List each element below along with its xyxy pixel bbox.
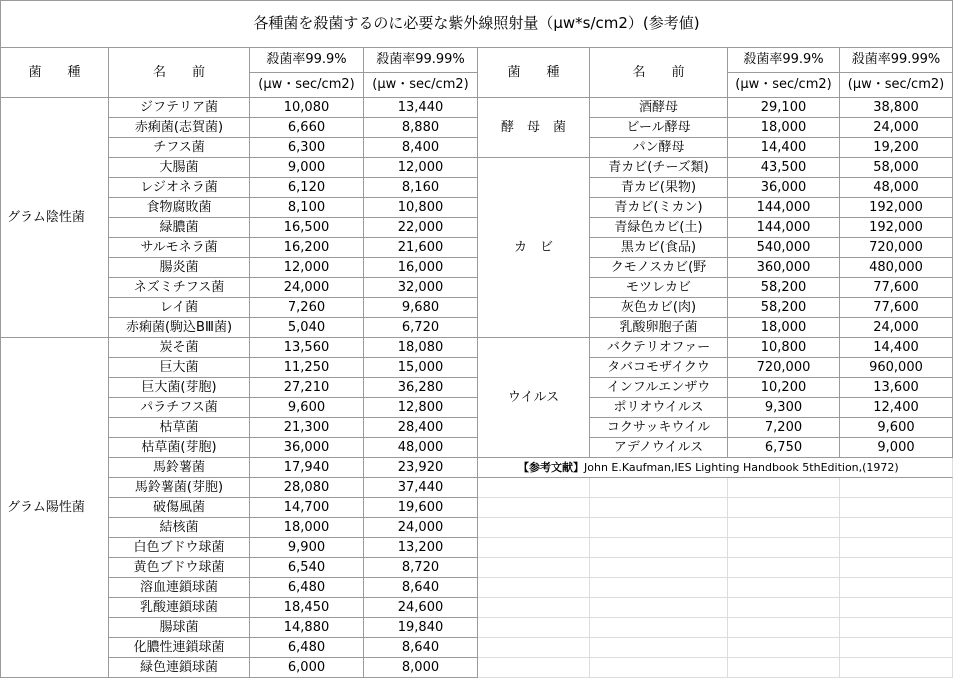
organism-name: 腸球菌 xyxy=(109,618,250,638)
empty-cell xyxy=(478,538,590,558)
dose-999: 10,080 xyxy=(250,98,364,118)
dose-999: 720,000 xyxy=(728,358,840,378)
dose-999: 6,000 xyxy=(250,658,364,678)
dose-999: 360,000 xyxy=(728,258,840,278)
empty-cell xyxy=(590,658,728,678)
empty-cell xyxy=(728,578,840,598)
dose-9999: 192,000 xyxy=(840,198,953,218)
dose-9999: 10,800 xyxy=(364,198,478,218)
dose-9999: 24,000 xyxy=(840,318,953,338)
organism-name: ジフテリア菌 xyxy=(109,98,250,118)
header-kind: 菌 種 xyxy=(0,48,109,98)
organism-name: 巨大菌(芽胞) xyxy=(109,378,250,398)
organism-name: レイ菌 xyxy=(109,298,250,318)
dose-999: 17,940 xyxy=(250,458,364,478)
dose-9999: 18,080 xyxy=(364,338,478,358)
dose-999: 28,080 xyxy=(250,478,364,498)
dose-9999: 480,000 xyxy=(840,258,953,278)
organism-name: パン酵母 xyxy=(590,138,728,158)
empty-cell xyxy=(590,578,728,598)
dose-9999: 12,000 xyxy=(364,158,478,178)
empty-cell xyxy=(840,658,953,678)
page-title: 各種菌を殺菌するのに必要な紫外線照射量（μw*s/cm2）(参考値) xyxy=(0,0,953,48)
organism-name: 黒カビ(食品) xyxy=(590,238,728,258)
organism-name: 枯草菌 xyxy=(109,418,250,438)
header-rate-999: 殺菌率99.9% xyxy=(250,48,364,73)
dose-999: 14,880 xyxy=(250,618,364,638)
organism-name: 馬鈴薯菌 xyxy=(109,458,250,478)
dose-999: 6,750 xyxy=(728,438,840,458)
empty-cell xyxy=(840,598,953,618)
dose-9999: 9,600 xyxy=(840,418,953,438)
dose-999: 58,200 xyxy=(728,278,840,298)
dose-999: 11,250 xyxy=(250,358,364,378)
organism-name: バクテリオファー xyxy=(590,338,728,358)
empty-cell xyxy=(840,618,953,638)
organism-name: 青カビ(ミカン) xyxy=(590,198,728,218)
dose-9999: 14,400 xyxy=(840,338,953,358)
organism-name: チフス菌 xyxy=(109,138,250,158)
organism-name: 結核菌 xyxy=(109,518,250,538)
dose-9999: 24,000 xyxy=(840,118,953,138)
empty-cell xyxy=(728,638,840,658)
organism-name: 破傷風菌 xyxy=(109,498,250,518)
dose-999: 27,210 xyxy=(250,378,364,398)
empty-cell xyxy=(590,598,728,618)
dose-999: 18,000 xyxy=(728,318,840,338)
dose-9999: 19,840 xyxy=(364,618,478,638)
empty-cell xyxy=(840,578,953,598)
dose-9999: 13,600 xyxy=(840,378,953,398)
header-rate-9999: 殺菌率99.99% xyxy=(840,48,953,73)
dose-9999: 21,600 xyxy=(364,238,478,258)
dose-999: 58,200 xyxy=(728,298,840,318)
organism-name: 乳酸卵胞子菌 xyxy=(590,318,728,338)
dose-999: 540,000 xyxy=(728,238,840,258)
dose-9999: 12,800 xyxy=(364,398,478,418)
empty-cell xyxy=(728,598,840,618)
dose-999: 21,300 xyxy=(250,418,364,438)
dose-9999: 16,000 xyxy=(364,258,478,278)
dose-999: 10,200 xyxy=(728,378,840,398)
empty-cell xyxy=(478,638,590,658)
organism-name: 青カビ(チーズ類) xyxy=(590,158,728,178)
organism-name: 黄色ブドウ球菌 xyxy=(109,558,250,578)
dose-999: 6,480 xyxy=(250,578,364,598)
empty-cell xyxy=(478,578,590,598)
dose-999: 16,500 xyxy=(250,218,364,238)
dose-999: 6,480 xyxy=(250,638,364,658)
header-unit: (μw・sec/cm2) xyxy=(728,73,840,98)
dose-999: 16,200 xyxy=(250,238,364,258)
dose-999: 24,000 xyxy=(250,278,364,298)
organism-name: タバコモザイクウ xyxy=(590,358,728,378)
dose-999: 29,100 xyxy=(728,98,840,118)
empty-cell xyxy=(590,638,728,658)
empty-cell xyxy=(728,658,840,678)
dose-999: 43,500 xyxy=(728,158,840,178)
empty-cell xyxy=(840,518,953,538)
organism-name: 緑色連鎖球菌 xyxy=(109,658,250,678)
dose-9999: 38,800 xyxy=(840,98,953,118)
organism-name: クモノスカビ(野 xyxy=(590,258,728,278)
organism-name: モツレカビ xyxy=(590,278,728,298)
dose-9999: 12,400 xyxy=(840,398,953,418)
group-label: ウイルス xyxy=(478,338,590,458)
dose-999: 6,300 xyxy=(250,138,364,158)
dose-9999: 192,000 xyxy=(840,218,953,238)
organism-name: ネズミチフス菌 xyxy=(109,278,250,298)
dose-999: 36,000 xyxy=(728,178,840,198)
header-unit: (μw・sec/cm2) xyxy=(364,73,478,98)
empty-cell xyxy=(728,558,840,578)
organism-name: 化膿性連鎖球菌 xyxy=(109,638,250,658)
dose-9999: 24,600 xyxy=(364,598,478,618)
empty-cell xyxy=(478,658,590,678)
dose-9999: 8,640 xyxy=(364,638,478,658)
empty-cell xyxy=(840,538,953,558)
dose-999: 6,540 xyxy=(250,558,364,578)
dose-999: 7,260 xyxy=(250,298,364,318)
dose-9999: 22,000 xyxy=(364,218,478,238)
dose-9999: 77,600 xyxy=(840,298,953,318)
organism-name: ポリオウイルス xyxy=(590,398,728,418)
dose-9999: 9,680 xyxy=(364,298,478,318)
reference-label: 【参考文献】 xyxy=(518,461,584,474)
header-kind: 菌 種 xyxy=(478,48,590,98)
dose-9999: 720,000 xyxy=(840,238,953,258)
header-rate-9999: 殺菌率99.99% xyxy=(364,48,478,73)
dose-999: 9,300 xyxy=(728,398,840,418)
organism-name: コクサッキウイル xyxy=(590,418,728,438)
dose-999: 9,000 xyxy=(250,158,364,178)
dose-999: 12,000 xyxy=(250,258,364,278)
empty-cell xyxy=(478,478,590,498)
dose-999: 144,000 xyxy=(728,218,840,238)
empty-cell xyxy=(590,538,728,558)
dose-999: 18,000 xyxy=(728,118,840,138)
dose-999: 14,400 xyxy=(728,138,840,158)
organism-name: 緑膿菌 xyxy=(109,218,250,238)
organism-name: 腸炎菌 xyxy=(109,258,250,278)
organism-name: 乳酸連鎖球菌 xyxy=(109,598,250,618)
empty-cell xyxy=(840,558,953,578)
organism-name: レジオネラ菌 xyxy=(109,178,250,198)
empty-cell xyxy=(478,498,590,518)
dose-999: 9,600 xyxy=(250,398,364,418)
empty-cell xyxy=(728,498,840,518)
dose-9999: 19,200 xyxy=(840,138,953,158)
organism-name: 馬鈴薯菌(芽胞) xyxy=(109,478,250,498)
organism-name: 枯草菌(芽胞) xyxy=(109,438,250,458)
dose-9999: 8,880 xyxy=(364,118,478,138)
empty-cell xyxy=(478,558,590,578)
empty-cell xyxy=(590,478,728,498)
dose-9999: 8,640 xyxy=(364,578,478,598)
organism-name: 炭そ菌 xyxy=(109,338,250,358)
dose-9999: 8,400 xyxy=(364,138,478,158)
dose-9999: 9,000 xyxy=(840,438,953,458)
dose-9999: 28,400 xyxy=(364,418,478,438)
dose-9999: 960,000 xyxy=(840,358,953,378)
dose-9999: 13,440 xyxy=(364,98,478,118)
header-unit: (μw・sec/cm2) xyxy=(250,73,364,98)
header-rate-999: 殺菌率99.9% xyxy=(728,48,840,73)
empty-cell xyxy=(840,478,953,498)
organism-name: 食物腐敗菌 xyxy=(109,198,250,218)
reference-text: John E.Kaufman,IES Lighting Handbook 5thEdition,(1972) xyxy=(584,461,899,474)
organism-name: インフルエンザウ xyxy=(590,378,728,398)
header-name: 名 前 xyxy=(109,48,250,98)
organism-name: 青緑色カビ(土) xyxy=(590,218,728,238)
dose-999: 6,120 xyxy=(250,178,364,198)
organism-name: 赤痢菌(駒込BⅢ菌) xyxy=(109,318,250,338)
dose-999: 13,560 xyxy=(250,338,364,358)
organism-name: ビール酵母 xyxy=(590,118,728,138)
organism-name: アデノウイルス xyxy=(590,438,728,458)
dose-999: 9,900 xyxy=(250,538,364,558)
organism-name: 大腸菌 xyxy=(109,158,250,178)
dose-999: 18,000 xyxy=(250,518,364,538)
dose-9999: 32,000 xyxy=(364,278,478,298)
dose-9999: 8,720 xyxy=(364,558,478,578)
dose-9999: 48,000 xyxy=(364,438,478,458)
empty-cell xyxy=(728,618,840,638)
dose-999: 6,660 xyxy=(250,118,364,138)
empty-cell xyxy=(478,598,590,618)
dose-999: 7,200 xyxy=(728,418,840,438)
empty-cell xyxy=(590,618,728,638)
dose-999: 36,000 xyxy=(250,438,364,458)
empty-cell xyxy=(840,638,953,658)
dose-9999: 24,000 xyxy=(364,518,478,538)
empty-cell xyxy=(478,618,590,638)
dose-9999: 37,440 xyxy=(364,478,478,498)
dose-9999: 77,600 xyxy=(840,278,953,298)
dose-9999: 15,000 xyxy=(364,358,478,378)
empty-cell xyxy=(840,498,953,518)
dose-9999: 36,280 xyxy=(364,378,478,398)
reference-note xyxy=(478,458,953,478)
dose-9999: 8,160 xyxy=(364,178,478,198)
empty-cell xyxy=(728,538,840,558)
organism-name: 青カビ(果物) xyxy=(590,178,728,198)
empty-cell xyxy=(590,518,728,538)
dose-999: 8,100 xyxy=(250,198,364,218)
organism-name: 灰色カビ(肉) xyxy=(590,298,728,318)
dose-9999: 19,600 xyxy=(364,498,478,518)
dose-9999: 8,000 xyxy=(364,658,478,678)
group-label: カ ビ xyxy=(478,158,590,338)
group-label: 酵 母 菌 xyxy=(478,98,590,158)
organism-name: サルモネラ菌 xyxy=(109,238,250,258)
dose-999: 14,700 xyxy=(250,498,364,518)
organism-name: 白色ブドウ球菌 xyxy=(109,538,250,558)
dose-999: 10,800 xyxy=(728,338,840,358)
dose-9999: 58,000 xyxy=(840,158,953,178)
dose-9999: 23,920 xyxy=(364,458,478,478)
header-unit: (μw・sec/cm2) xyxy=(840,73,953,98)
organism-name: 酒酵母 xyxy=(590,98,728,118)
dose-9999: 6,720 xyxy=(364,318,478,338)
organism-name: 赤痢菌(志賀菌) xyxy=(109,118,250,138)
organism-name: 巨大菌 xyxy=(109,358,250,378)
organism-name: パラチフス菌 xyxy=(109,398,250,418)
dose-999: 18,450 xyxy=(250,598,364,618)
organism-name: 溶血連鎖球菌 xyxy=(109,578,250,598)
group-label: グラム陰性菌 xyxy=(0,98,109,338)
group-label: グラム陽性菌 xyxy=(0,338,109,678)
dose-999: 144,000 xyxy=(728,198,840,218)
header-name: 名 前 xyxy=(590,48,728,98)
empty-cell xyxy=(590,558,728,578)
empty-cell xyxy=(590,498,728,518)
dose-9999: 48,000 xyxy=(840,178,953,198)
empty-cell xyxy=(478,518,590,538)
dose-9999: 13,200 xyxy=(364,538,478,558)
empty-cell xyxy=(728,478,840,498)
dose-999: 5,040 xyxy=(250,318,364,338)
empty-cell xyxy=(728,518,840,538)
